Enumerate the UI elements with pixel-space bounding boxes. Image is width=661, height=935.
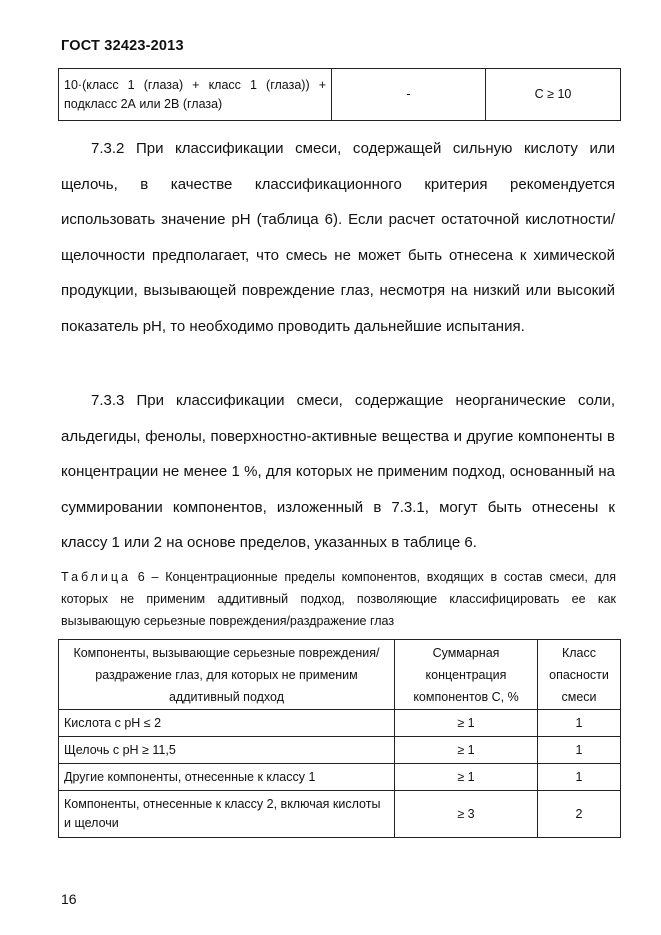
paragraph-text: 7.3.3 При классификации смеси, содержащие неорганические соли, альдегиды, фенолы, поверхностно-активные вещества и другие компоненты в концентрации не менее 1 %, для которых не применим подход, основанный на суммировании компонентов, изложенный в 7.3.1, могут быть отнесены к классу 1 или 2 на основе пределов, указанных в таблице 6. bbox=[61, 392, 615, 551]
column-header: Класс опасности смеси bbox=[538, 640, 621, 710]
table-cell: Компоненты, отнесенные к классу 2, включая кислоты и щелочи bbox=[59, 791, 395, 838]
table-header-row bbox=[59, 640, 621, 710]
table-cell: 2 bbox=[538, 791, 621, 838]
paragraph-7-3-2 bbox=[61, 131, 615, 344]
table-cell: Другие компоненты, отнесенные к классу 1 bbox=[59, 764, 395, 791]
table-6 bbox=[58, 639, 621, 838]
paragraph-text: 7.3.2 При классификации смеси, содержащей сильную кислоту или щелочь, в качестве классификационного критерия рекомендуется использовать значение pH (таблица 6). Если расчет остаточной кислотности/щелочности предполагает, что смесь не может быть отнесена к химической продукции, вызывающей повреждение глаз, несмотря на низкий или высокий показатель pH, то необходимо проводить дальнейшие испытания. bbox=[61, 140, 615, 335]
table-cell: C ≥ 10 bbox=[486, 69, 621, 121]
table-cell: ≥ 3 bbox=[395, 791, 538, 838]
column-header: Суммарная концентрация компонентов C, % bbox=[395, 640, 538, 710]
continued-table bbox=[58, 68, 621, 121]
table-cell: 10·(класс 1 (глаза) + класс 1 (глаза)) + подкласс 2А или 2В (глаза) bbox=[59, 69, 332, 121]
table-cell: ≥ 1 bbox=[395, 737, 538, 764]
table-cell: Кислота с pH ≤ 2 bbox=[59, 710, 395, 737]
document-header: ГОСТ 32423-2013 bbox=[61, 38, 184, 54]
table-row bbox=[59, 791, 621, 838]
table-cell: - bbox=[332, 69, 486, 121]
table-caption bbox=[61, 566, 616, 632]
table-label: Таблица bbox=[61, 570, 132, 584]
table-row bbox=[59, 710, 621, 737]
table-row bbox=[59, 764, 621, 791]
page-number: 16 bbox=[61, 891, 77, 907]
table-row bbox=[59, 737, 621, 764]
column-header: Компоненты, вызывающие серьезные повреждения/раздражение глаз, для которых не применим аддитивный подход bbox=[59, 640, 395, 710]
table-caption-text: 6 – Концентрационные пределы компонентов, входящих в состав смеси, для которых не применим аддитивный подход, позволяющие классифицировать ее как вызывающую серьезные повреждения/раздражение глаз bbox=[61, 570, 616, 628]
table-cell: ≥ 1 bbox=[395, 764, 538, 791]
paragraph-7-3-3 bbox=[61, 383, 615, 561]
table-cell: ≥ 1 bbox=[395, 710, 538, 737]
table-cell: 1 bbox=[538, 737, 621, 764]
table-row bbox=[59, 69, 621, 121]
table-cell: Щелочь с pH ≥ 11,5 bbox=[59, 737, 395, 764]
table-cell: 1 bbox=[538, 710, 621, 737]
table-cell: 1 bbox=[538, 764, 621, 791]
